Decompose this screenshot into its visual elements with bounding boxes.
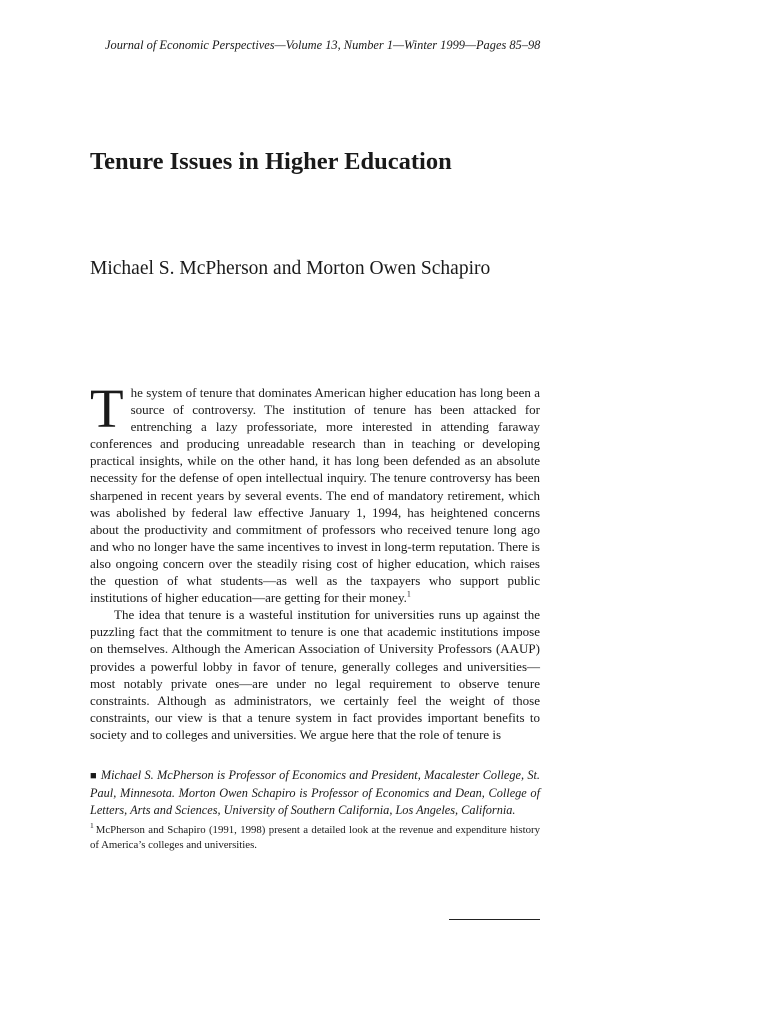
paragraph-1-text: he system of tenure that dominates American higher education has long been a source of controversy. The institution of tenure has been attacked for entrenching a lazy professoriate, more interested in attending faraway conferences and producing unreadable research than in teaching or developing practical insights, while on the other hand, it has long been defended as an absolute necessity for the defense of open intellectual inquiry. The tenure controversy has been sharpened in recent years by several events. The end of mandatory retirement, which was abolished by federal law effective January 1, 1994, has heightened concerns about the productivity and commitment of professors who received tenure long ago and who no longer have the same incentives to invest in long-term reputation. There is also ongoing concern over the steadily rising cost of higher education, which raises the question of what students—as well as the taxpayers who support public institutions of higher education—are getting for their money.	[90, 385, 540, 606]
body-paragraph-1	[90, 378, 540, 606]
drop-cap: T	[90, 378, 124, 439]
running-head: Journal of Economic Perspectives—Volume 13, Number 1—Winter 1999—Pages 85–98	[105, 38, 541, 52]
footnote-reference-1[interactable]: 1	[406, 589, 411, 599]
bio-text: Michael S. McPherson is Professor of Economics and President, Macalester College, St. Paul, Minnesota. Morton Owen Schapiro is Professor of Economics and Dean, College of Letters, Arts and Sciences, University of Southern California, Los Angeles, California.	[90, 768, 540, 818]
footnote-number: 1	[90, 821, 94, 831]
bio-square-marker: ■	[90, 770, 97, 782]
body-paragraph-2: The idea that tenure is a wasteful institution for universities runs up against the puzzling fact that the commitment to tenure is one that academic institutions impose on themselves. Although the American Association of University Professors (AAUP) provides a powerful lobby in favor of tenure, generally colleges and universities—most notably private ones—are under no legal requirement to observe tenure constraints. Although as administrators, we certainly feel the weight of those constraints, our view is that a tenure system in fact provides important benefits to society and to colleges and universities. We argue here that the role of tenure is	[90, 607, 540, 742]
footer-rule	[449, 919, 540, 920]
author-bio-note	[90, 767, 540, 820]
article-title: Tenure Issues in Higher Education	[90, 148, 452, 175]
article-authors: Michael S. McPherson and Morton Owen Schapiro	[90, 258, 491, 279]
footnote-1	[90, 823, 540, 853]
footnote-text: McPherson and Schapiro (1991, 1998) present a detailed look at the revenue and expenditure history of America’s colleges and universities.	[90, 824, 540, 852]
article-body	[90, 378, 540, 743]
